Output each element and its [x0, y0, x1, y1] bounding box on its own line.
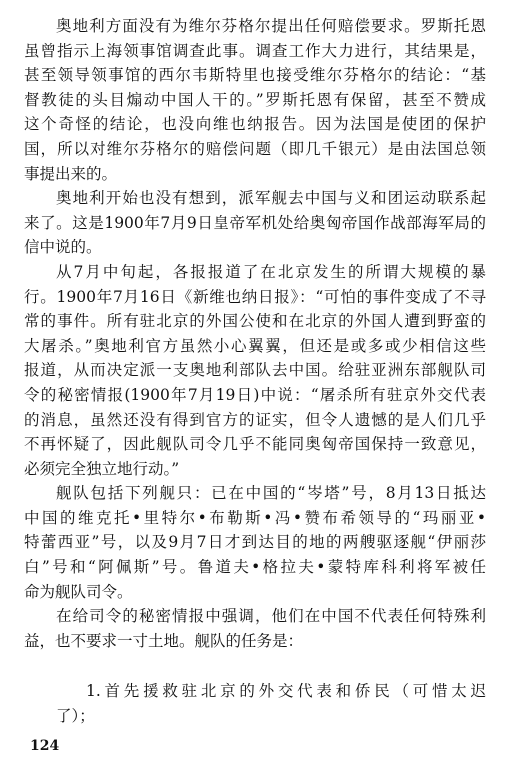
paragraph-3	[24, 260, 486, 481]
text-line: 的消息，虽然还没有得到官方的证实，但令人遗憾的是人们几乎	[24, 410, 486, 429]
text-line: 事提出来的。	[24, 164, 118, 183]
paragraph-2	[24, 186, 486, 260]
text-line: 奥地利方面没有为维尔芬格尔提出任何赔偿要求。罗斯托恩	[56, 17, 486, 35]
text-line: 1.首先援救驻北京的外交代表和侨民（可惜太迟	[86, 682, 486, 701]
page-body	[24, 14, 486, 729]
text-line: 虽曾指示上海领事馆调查此事。调查工作大力进行，其结果是，	[24, 41, 486, 60]
text-line: 在给司令的秘密情报中强调，他们在中国不代表任何特殊利	[56, 607, 486, 626]
text-line: 来了。这是1900年7月9日皇帝军机处给奥匈帝国作战部海军局的	[24, 213, 486, 232]
text-line: 了）；	[56, 707, 95, 726]
text-line: 大屠杀。”奥地利官方虽然小心翼翼，但还是或多或少相信这些	[24, 336, 486, 355]
text-line: 报道，从而决定派一支奥地利部队去中国。给驻亚洲东部舰队司	[24, 361, 486, 380]
text-line: 奥地利开始也没有想到，派军舰去中国与义和团运动联系起	[56, 189, 486, 208]
text-line: 舰队包括下列舰只：已在中国的“岑塔”号，8月13日抵达	[56, 484, 486, 503]
text-line: 甚至领导领事馆的西尔韦斯特里也接受维尔芬格尔的结论：“基	[24, 66, 486, 85]
text-line: 常的事件。所有驻北京的外国公使和在北京的外国人遭到野蛮的	[24, 312, 486, 331]
text-line: 国，所以对维尔芬格尔的赔偿问题（即几千银元）是由法国总领	[24, 139, 486, 158]
paragraph-5	[24, 604, 486, 653]
text-line: 行。1900年7月16日《新维也纳日报》：“可怕的事件变成了不寻	[24, 287, 486, 306]
text-line: 督教徒的头目煽动中国人干的。”罗斯托恩有保留，甚至不赞成	[24, 90, 486, 109]
text-line: 令的秘密情报(1900年7月19日)中说：“屠杀所有驻京外交代表	[24, 385, 486, 404]
text-line: 白”号和“阿佩斯”号。鲁道夫•格拉夫•蒙特库科利将军被任	[24, 558, 486, 577]
text-line: 信中说的。	[24, 238, 102, 257]
paragraph-4	[24, 481, 486, 604]
paragraph-gap	[24, 653, 486, 679]
text-line: 特蕾西亚”号，以及9月7日才到达目的地的两艘驱逐舰“伊丽莎	[24, 533, 486, 552]
text-line: 这个奇怪的结论，也没向维也纳报告。因为法国是使团的保护	[24, 115, 486, 134]
text-line: 必须完全独立地行动。”	[24, 459, 180, 478]
paragraph-1	[24, 14, 486, 186]
text-line: 益，也不要求一寸土地。舰队的任务是：	[24, 631, 304, 650]
list-item-1	[24, 679, 486, 728]
text-line: 命为舰队司令。	[24, 582, 133, 601]
text-line: 中国的维克托•里特尔•布勒斯•冯•赞布希领导的“玛丽亚•	[24, 508, 486, 527]
text-line: 从7月中旬起，各报报道了在北京发生的所谓大规模的暴	[56, 262, 486, 281]
text-line: 不再怀疑了，因此舰队司令几乎不能同奥匈帝国保持一致意见，	[24, 435, 486, 454]
page-number: 124	[30, 738, 60, 754]
